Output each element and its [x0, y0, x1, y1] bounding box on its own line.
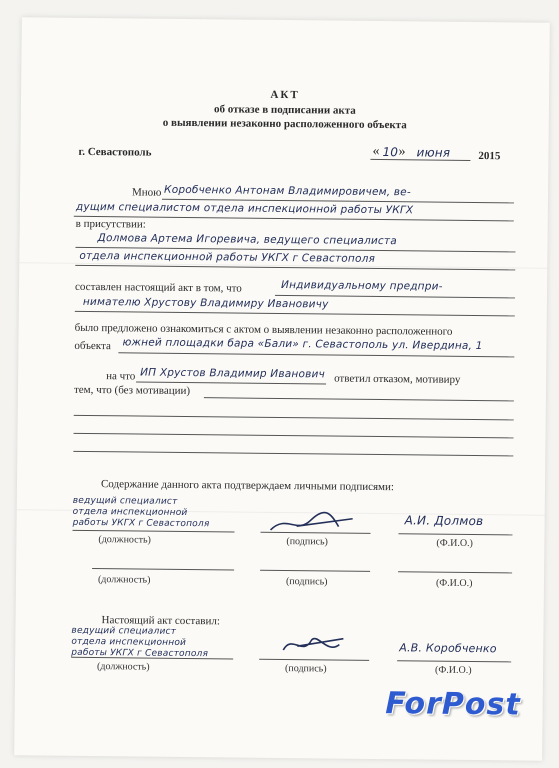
- row2-name-caption: (Ф.И.О.): [435, 577, 473, 590]
- composer-signature-caption: (подпись): [285, 663, 327, 675]
- object-handwriting: южней площадки бара «Бали» г. Севастополь ул. Ивердина, 1: [122, 336, 483, 353]
- by-me-handwriting-2: дущим специалистом отдела инспекционной работы УКГХ: [75, 200, 414, 217]
- act-subtitle-1: об отказе в подписании акта: [213, 103, 356, 117]
- composed-line-2: [75, 311, 515, 317]
- date-quote-open: «: [372, 143, 380, 160]
- city: г. Севастополь: [78, 145, 152, 159]
- composer-name-handwriting: А.В. Коробченко: [399, 641, 497, 656]
- row1-signature-caption: (подпись): [286, 536, 328, 548]
- composer-position-line: работы УКГХ г Севастополя: [71, 647, 209, 660]
- object-line: [118, 352, 514, 357]
- date-quote-close: »: [398, 144, 406, 160]
- row1-position-caption: (должность): [98, 534, 151, 546]
- row1-position-handwriting: [73, 496, 210, 530]
- reason-line-1: [74, 415, 514, 421]
- reason-line-0: [204, 397, 514, 401]
- composer-position-line: ведущий специалист: [71, 625, 177, 637]
- composer-name-line: [397, 660, 511, 662]
- forpost-logo: ForPost: [385, 686, 521, 723]
- refused-text: ответил отказом, мотивиру: [334, 372, 461, 386]
- row2-signature-caption: (подпись): [285, 576, 328, 588]
- act-subtitle-2: о выявлении незаконно расположенного объекта: [162, 116, 407, 132]
- composer-position-handwriting: [71, 626, 208, 660]
- composer-position-line: отдела инспекционной: [71, 636, 187, 649]
- reason-line-2: [74, 433, 514, 439]
- in-presence-label: в присутствии:: [75, 217, 146, 231]
- by-me-label: Мною: [131, 186, 162, 199]
- composer-signature: [277, 630, 347, 661]
- act-title: АКТ: [270, 88, 300, 102]
- reason-label: тем, что (без мотивации): [73, 383, 191, 398]
- row1-position-line: работы УКГХ г Севастополя: [72, 517, 210, 530]
- object-label: объекта: [74, 339, 111, 353]
- date-day: 10: [382, 145, 399, 160]
- presence-handwriting-1: Долмова Артема Игоревича, ведущего специалиста: [97, 232, 397, 248]
- row1-name-handwriting: А.И. Долмов: [404, 513, 484, 529]
- date-underline: [370, 159, 470, 161]
- row1-position-line: ведущий специалист: [72, 495, 178, 507]
- date-month: июня: [416, 145, 451, 160]
- whereupon-handwriting: ИП Хрустов Владимир Иванович: [140, 366, 325, 381]
- row1-name-caption: (Ф.И.О.): [436, 537, 473, 550]
- row1-position-line: отдела инспекционной: [72, 506, 188, 519]
- composer-signature-line: [259, 659, 369, 661]
- row2-position-caption: (должность): [97, 574, 151, 586]
- composed-handwriting-2: нимателю Хрустову Владимиру Ивановичу: [82, 295, 329, 311]
- row1-name-line: [398, 533, 512, 535]
- composed-label: составлен настоящий акт в том, что: [74, 280, 242, 295]
- by-me-handwriting-1: Коробченко Антонам Владимировичем, ве-: [164, 183, 411, 199]
- reason-line-3: [73, 451, 513, 457]
- row1-signature: [266, 508, 356, 539]
- date-year: 2015: [478, 150, 501, 163]
- row2-name-line: [398, 571, 512, 573]
- presence-handwriting-2: отдела инспекционной работы УКГХ г Севастополя: [79, 249, 376, 265]
- composer-position-caption: (должность): [97, 661, 150, 673]
- composed-handwriting-1: Индивидуальному предпри-: [281, 278, 443, 293]
- confirm-text: Содержание данного акта подтверждаем личными подписями:: [100, 478, 395, 494]
- row1-position-line-rule: [73, 530, 235, 533]
- offered-text: было предложено ознакомиться с актом о выявлении незаконно расположенного: [74, 321, 453, 338]
- composer-label: Настоящий акт составил:: [101, 614, 220, 628]
- document-page: [14, 17, 550, 760]
- composer-name-caption: (Ф.И.О.): [435, 664, 472, 677]
- row2-signature-line: [260, 570, 370, 572]
- whereupon-label: на что: [106, 370, 136, 383]
- row2-position-line: [92, 568, 234, 570]
